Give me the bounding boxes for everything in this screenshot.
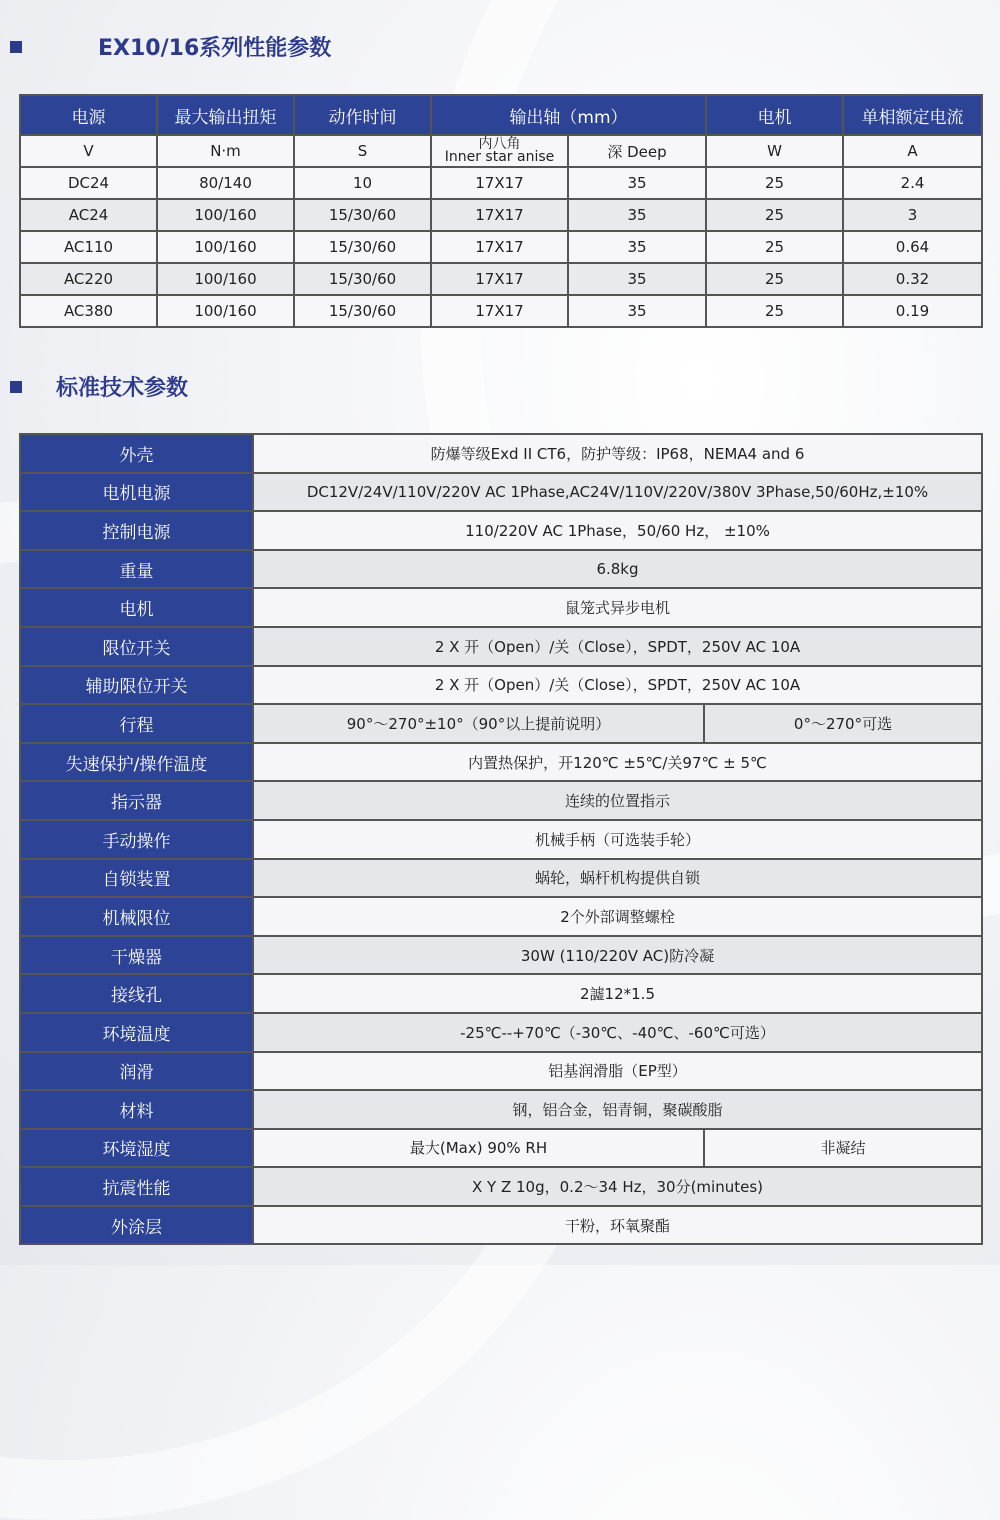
table-row <box>20 859 982 898</box>
spec-label: 干燥器 <box>20 936 253 975</box>
cell-current: 0.32 <box>843 263 982 295</box>
cell-current: 3 <box>843 199 982 231</box>
cell-current: 2.4 <box>843 167 982 199</box>
cell-time: 15/30/60 <box>294 295 431 327</box>
spec-value-secondary: 0°～270°可选 <box>704 704 982 743</box>
spec-value: DC12V/24V/110V/220V AC 1Phase,AC24V/110V/220V/380V 3Phase,50/60Hz,±10% <box>253 473 982 512</box>
table-row <box>20 936 982 975</box>
spec-label: 外涂层 <box>20 1206 253 1245</box>
spec-value: 90°～270°±10°（90°以上提前说明） <box>253 704 704 743</box>
table-row <box>20 263 982 295</box>
spec-value: X Y Z 10g，0.2～34 Hz，30分(minutes) <box>253 1167 982 1206</box>
cell-time: 15/30/60 <box>294 231 431 263</box>
section-title: 标准技术参数 <box>56 376 189 401</box>
cell-shaft-deep: 35 <box>568 263 706 295</box>
table-row <box>20 743 982 782</box>
spec-label: 电机 <box>20 588 253 627</box>
unit-power: V <box>20 135 157 167</box>
spec-label: 重量 <box>20 550 253 589</box>
unit-torque: N·m <box>157 135 294 167</box>
performance-table <box>19 94 983 328</box>
cell-motor: 25 <box>706 231 843 263</box>
cell-time: 10 <box>294 167 431 199</box>
spec-label: 环境温度 <box>20 1013 253 1052</box>
table-row <box>20 295 982 327</box>
cell-motor: 25 <box>706 199 843 231</box>
spec-label: 失速保护/操作温度 <box>20 743 253 782</box>
table-row <box>20 167 982 199</box>
spec-value: 干粉，环氧聚酯 <box>253 1206 982 1245</box>
spec-value: 6.8kg <box>253 550 982 589</box>
spec-value: 2譃12*1.5 <box>253 974 982 1013</box>
spec-label: 外壳 <box>20 434 253 473</box>
unit-current: A <box>843 135 982 167</box>
cell-shaft-inner: 17X17 <box>431 199 568 231</box>
spec-label: 抗震性能 <box>20 1167 253 1206</box>
table-row <box>20 1090 982 1129</box>
spec-value: 2 X 开（Open）/关（Close），SPDT，250V AC 10A <box>253 666 982 705</box>
spec-label: 接线孔 <box>20 974 253 1013</box>
header-motor: 电机 <box>706 95 843 135</box>
spec-value: 防爆等级Exd II CT6，防护等级：IP68，NEMA4 and 6 <box>253 434 982 473</box>
spec-label: 润滑 <box>20 1052 253 1091</box>
spec-label: 指示器 <box>20 781 253 820</box>
table-row <box>20 974 982 1013</box>
spec-label: 材料 <box>20 1090 253 1129</box>
unit-shaft-inner <box>431 135 568 167</box>
cell-torque: 100/160 <box>157 231 294 263</box>
table-row <box>20 434 982 473</box>
spec-label: 手动操作 <box>20 820 253 859</box>
spec-value: 30W (110/220V AC)防冷凝 <box>253 936 982 975</box>
spec-value: 连续的位置指示 <box>253 781 982 820</box>
spec-value: 2 X 开（Open）/关（Close），SPDT，250V AC 10A <box>253 627 982 666</box>
section-heading-standard <box>0 371 188 402</box>
spec-value: 内置热保护，开120℃ ±5℃/关97℃ ± 5℃ <box>253 743 982 782</box>
spec-table <box>19 433 983 1245</box>
spec-value: -25℃--+70℃（-30℃、-40℃、-60℃可选） <box>253 1013 982 1052</box>
unit-shaft-inner-cn: 内八角 <box>478 136 521 152</box>
cell-current: 0.64 <box>843 231 982 263</box>
cell-power: DC24 <box>20 167 157 199</box>
table-row <box>20 473 982 512</box>
table-row <box>20 666 982 705</box>
header-power: 电源 <box>20 95 157 135</box>
spec-label: 限位开关 <box>20 627 253 666</box>
header-shaft: 输出轴（mm） <box>431 95 706 135</box>
spec-label: 环境湿度 <box>20 1129 253 1168</box>
table-row <box>20 1129 982 1168</box>
cell-power: AC220 <box>20 263 157 295</box>
cell-motor: 25 <box>706 167 843 199</box>
table-row <box>20 1052 982 1091</box>
cell-motor: 25 <box>706 263 843 295</box>
table-row <box>20 588 982 627</box>
cell-torque: 100/160 <box>157 295 294 327</box>
table-row <box>20 511 982 550</box>
table-row <box>20 704 982 743</box>
cell-current: 0.19 <box>843 295 982 327</box>
performance-units-row <box>20 135 982 167</box>
spec-label: 控制电源 <box>20 511 253 550</box>
cell-power: AC110 <box>20 231 157 263</box>
spec-value: 2个外部调整螺栓 <box>253 897 982 936</box>
table-row <box>20 1013 982 1052</box>
table-row <box>20 1206 982 1245</box>
section-heading-performance <box>0 31 331 62</box>
cell-time: 15/30/60 <box>294 199 431 231</box>
header-time: 动作时间 <box>294 95 431 135</box>
unit-shaft-inner-en: Inner star anise <box>444 149 555 165</box>
spec-label: 自锁装置 <box>20 859 253 898</box>
cell-torque: 100/160 <box>157 263 294 295</box>
cell-time: 15/30/60 <box>294 263 431 295</box>
spec-label: 辅助限位开关 <box>20 666 253 705</box>
table-row <box>20 781 982 820</box>
cell-shaft-inner: 17X17 <box>431 167 568 199</box>
cell-motor: 25 <box>706 295 843 327</box>
spec-value: 110/220V AC 1Phase，50/60 Hz， ±10% <box>253 511 982 550</box>
spec-value: 蜗轮，蜗杆机构提供自锁 <box>253 859 982 898</box>
table-row <box>20 627 982 666</box>
table-row <box>20 897 982 936</box>
spec-value-secondary: 非凝结 <box>704 1129 982 1168</box>
table-row <box>20 1167 982 1206</box>
bullet-square-icon <box>10 41 22 53</box>
spec-value: 鼠笼式异步电机 <box>253 588 982 627</box>
spec-label: 机械限位 <box>20 897 253 936</box>
cell-shaft-deep: 35 <box>568 295 706 327</box>
cell-shaft-deep: 35 <box>568 199 706 231</box>
section-title: EX10/16系列性能参数 <box>98 36 332 61</box>
cell-shaft-inner: 17X17 <box>431 295 568 327</box>
spec-label: 电机电源 <box>20 473 253 512</box>
cell-shaft-inner: 17X17 <box>431 231 568 263</box>
unit-time: S <box>294 135 431 167</box>
cell-power: AC380 <box>20 295 157 327</box>
header-torque: 最大输出扭矩 <box>157 95 294 135</box>
spec-value: 钢，铝合金，铝青铜，聚碳酸脂 <box>253 1090 982 1129</box>
spec-label: 行程 <box>20 704 253 743</box>
spec-value: 铝基润滑脂（EP型） <box>253 1052 982 1091</box>
table-row <box>20 820 982 859</box>
bullet-square-icon <box>10 381 22 393</box>
cell-torque: 100/160 <box>157 199 294 231</box>
header-current: 单相额定电流 <box>843 95 982 135</box>
cell-power: AC24 <box>20 199 157 231</box>
unit-motor: W <box>706 135 843 167</box>
unit-shaft-deep: 深 Deep <box>568 135 706 167</box>
spec-value: 机械手柄（可选装手轮） <box>253 820 982 859</box>
table-row <box>20 199 982 231</box>
performance-header-row <box>20 95 982 135</box>
cell-shaft-inner: 17X17 <box>431 263 568 295</box>
spec-value: 最大(Max) 90% RH <box>253 1129 704 1168</box>
table-row <box>20 231 982 263</box>
cell-shaft-deep: 35 <box>568 167 706 199</box>
cell-shaft-deep: 35 <box>568 231 706 263</box>
cell-torque: 80/140 <box>157 167 294 199</box>
table-row <box>20 550 982 589</box>
